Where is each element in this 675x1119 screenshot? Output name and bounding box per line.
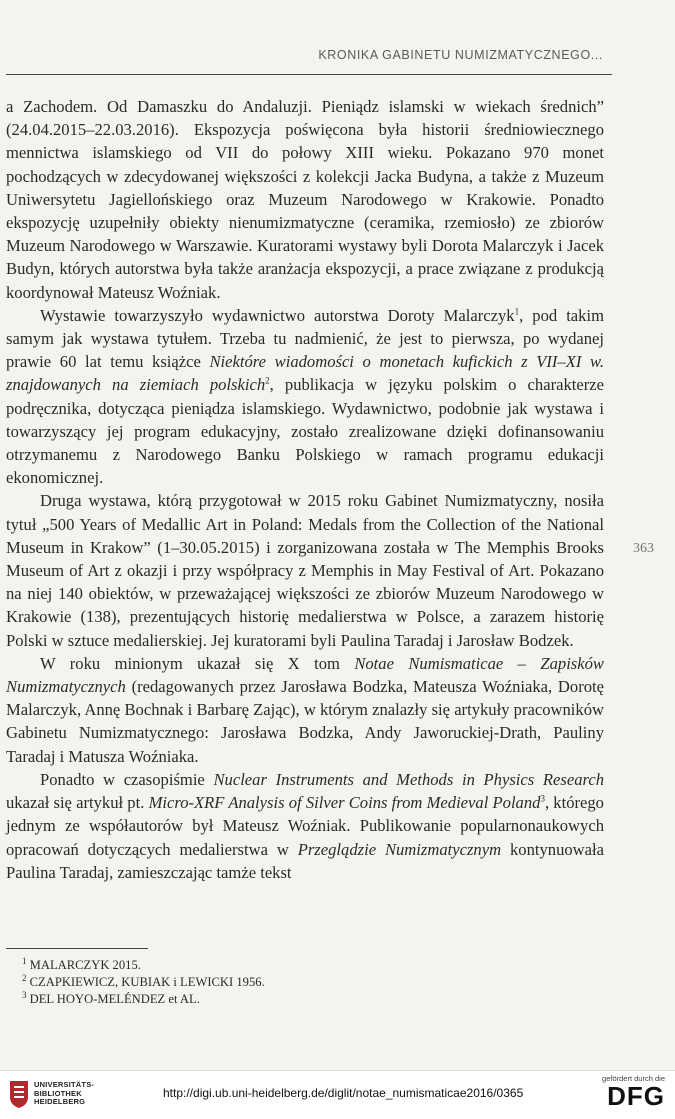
footer-bar	[0, 1070, 675, 1119]
paragraph	[6, 304, 604, 490]
italic-title: Micro-XRF Analysis of Silver Coins from Medieval Poland	[148, 793, 541, 813]
footnote-ref[interactable]: 3	[540, 793, 545, 804]
footnote	[22, 957, 265, 974]
library-name	[34, 1081, 94, 1107]
funded-by-label: gefördert durch die	[602, 1074, 665, 1083]
source-url[interactable]: http://digi.ub.uni-heidelberg.de/diglit/notae_numismaticae2016/0365	[163, 1086, 524, 1100]
page-number: 363	[633, 541, 654, 556]
paragraph	[6, 652, 604, 768]
paragraph	[6, 768, 604, 884]
footnote	[22, 991, 265, 1008]
footnote	[22, 974, 265, 991]
text-run: , którego jednym ze współautorów był Mateusz Woźniak. Publikowanie popularnonaukowych opracowań dotyczących medalierstwa w	[6, 793, 604, 859]
text-run: Wystawie towarzyszyło wydawnictwo autorstwa Doroty Malarczyk	[40, 305, 515, 325]
body-text	[6, 95, 604, 884]
italic-title: Notae Numismaticae – Zapisków Numizmatycznych	[6, 653, 604, 697]
footnote-number: 2	[22, 972, 27, 983]
text-run: Ponadto w czasopiśmie	[40, 769, 214, 789]
footnote-number: 1	[22, 955, 27, 966]
footnote-number: 3	[22, 989, 27, 1000]
footnote-ref[interactable]: 1	[514, 306, 520, 317]
footnote-text: DEL HOYO-MELÉNDEZ et AL.	[26, 992, 200, 1006]
text-run: W roku minionym ukazał się X tom	[40, 653, 355, 673]
dfg-logo[interactable]	[602, 1074, 665, 1109]
text-run: ukazał się artykuł pt.	[6, 793, 149, 813]
text-run: , publikacja w języku polskim o charakterze podręcznika, dotycząca pieniądza islamskiego. Wydawnictwo, podobnie jak wystawa i towarzyszący jej program edukacyjny, zostało zrealizowane dzięki dofinansowaniu otrzymanemu z Narodowego Banku Polskiego w ramach programu edukacji ekonomicznej.	[6, 375, 604, 488]
paragraph	[6, 489, 604, 651]
footnote-text: MALARCZYK 2015.	[26, 958, 141, 972]
library-line-1: UNIVERSITÄTS-	[34, 1080, 95, 1090]
running-header: KRONIKA GABINETU NUMIZMATYCZNEGO...	[318, 48, 603, 62]
footnote-ref[interactable]: 2	[265, 375, 270, 386]
italic-title: Nuclear Instruments and Methods in Physics Research	[213, 769, 605, 789]
italic-title: Przeglądzie Numizmatycznym	[297, 839, 502, 859]
text-run: Druga wystawa, którą przygotował w 2015 roku Gabinet Numizmatyczny, nosiła tytuł „500 Years of Medallic Art in Poland: Medals from the Collection of the National Museum in Krakow” (1–30.05.2015) i zorganizowana została w The Memphis Brooks Museum of Art z okazji i przy współpracy z Memphis in May Festival of Art. Pokazano na niej 140 obiektów, w przeważającej większości ze zbiorów Muzeum Narodowego w Krakowie (138), prezentujących historię medalierstwa w Polsce, a zarazem historię Polski w sztuce medalierskiej. Jej kuratorami byli Paulina Taradaj i Jarosław Bodzek.	[6, 491, 604, 650]
footnotes	[22, 957, 265, 1008]
text-run: a Zachodem. Od Damaszku do Andaluzji. Pieniądz islamski w wiekach średnich” (24.04.2015–22.03.2016). Ekspozycja poświęcona była historii średniowiecznego mennictwa islamskiego od VII do połowy XIII wieku. Pokazano 970 monet pochodzących w zdecydowanej większości z kolekcji Jacka Budyna, a także z Muzeum Uniwersytetu Jagiellońskiego oraz Muzeum Narodowego w Krakowie. Ponadto ekspozycję uzupełniły obiekty nienumizmatyczne (ceramika, rzemiosło) ze zbiorów Muzeum Narodowego w Warszawie. Kuratorami wystawy byli Dorota Malarczyk i Jacek Budyn, których autorstwa była także aranżacja ekspozycji, a prace związane z produkcją koordynował Mateusz Woźniak.	[6, 97, 604, 302]
header-rule	[6, 74, 612, 75]
paragraph	[6, 95, 604, 304]
text-run: , pod takim samym jak wystawa tytułem. Trzeba tu nadmienić, że jest to pierwsza, po wydanej prawie 60 lat temu książce	[6, 305, 604, 372]
library-shield-icon	[8, 1079, 30, 1109]
italic-title: Niektóre wiadomości o monetach kufickich z VII–XI w. znajdowanych na ziemiach polskich	[6, 352, 604, 395]
text-run: (redagowanych przez Jarosława Bodzka, Mateusza Woźniaka, Dorotę Malarczyk, Annę Bochnak i Barbarę Zając), w którym znalazły się artykuły pracowników Gabinetu Numizmatycznego: Jarosława Bodzka, Andy Jaworuckiej-Drath, Pauliny Taradaj i Matusza Woźniaka.	[6, 677, 604, 766]
dfg-wordmark: DFG	[607, 1081, 665, 1111]
library-line-2: BIBLIOTHEK	[34, 1088, 82, 1098]
text-run: kontynuowała Paulina Taradaj, zamieszczając tamże tekst	[6, 839, 604, 882]
library-line-3: HEIDELBERG	[34, 1097, 86, 1107]
footnote-text: CZAPKIEWICZ, KUBIAK i LEWICKI 1956.	[26, 975, 265, 989]
footnote-rule	[6, 948, 148, 949]
library-logo[interactable]	[8, 1079, 94, 1109]
